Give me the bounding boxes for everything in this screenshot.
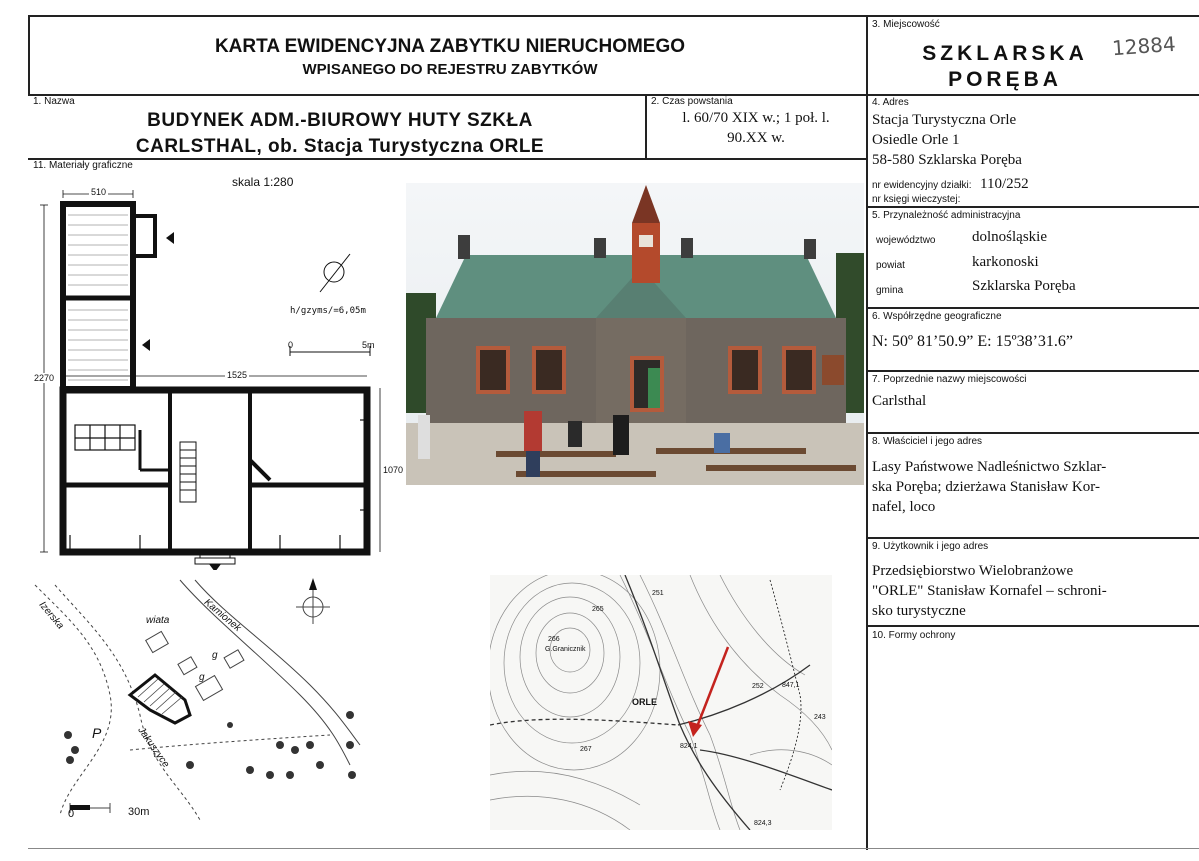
- divider-8-9: [866, 537, 1199, 539]
- field-8-label: 8. Właściciel i jego adres: [872, 436, 983, 447]
- topo-h2: 251: [652, 590, 664, 597]
- plan-height-note: h/gzyms/=6,05m: [290, 306, 366, 316]
- topographic-map: [490, 575, 832, 830]
- object-name-line2: CARLSTHAL, ob. Stacja Turystyczna ORLE: [135, 136, 545, 157]
- previous-names-value: Carlsthal: [872, 393, 927, 409]
- land-register-label: nr księgi wieczystej:: [872, 194, 961, 205]
- owner-line3: nafel, loco: [872, 499, 936, 515]
- owner-line2: ska Poręba; dzierżawa Stanisław Kor-: [872, 479, 1100, 495]
- object-name-line1: BUDYNEK ADM.-BIUROWY HUTY SZKŁA: [147, 110, 533, 131]
- divider-bottom: [28, 848, 1199, 849]
- field-4-label: 4. Adres: [872, 97, 909, 108]
- site-scale-thirty: 30m: [128, 806, 150, 818]
- owner-line1: Lasy Państwowe Nadleśnictwo Szklar-: [872, 459, 1107, 475]
- divider-7-8: [866, 432, 1199, 434]
- topo-h4: 243: [814, 714, 826, 721]
- divider-9-10: [866, 625, 1199, 627]
- field-9-label: 9. Użytkownik i jego adres: [872, 541, 989, 552]
- topo-orle: ORLE: [632, 697, 658, 707]
- divider-6-7: [866, 370, 1199, 372]
- admin-value-county: karkonoski: [972, 254, 1039, 270]
- site-label-izerska: Izerska: [36, 599, 66, 632]
- handwritten-number: 12884: [1111, 31, 1177, 61]
- site-label-wiata: wiata: [146, 615, 170, 626]
- topo-h8: 824,3: [754, 820, 772, 827]
- field-10-label: 10. Formy ochrony: [872, 630, 956, 641]
- site-scale-zero: 0: [68, 808, 75, 820]
- frame-top: [28, 15, 1199, 17]
- creation-time-line1: l. 60/70 XIX w.; 1 poł. l.: [682, 110, 830, 126]
- site-plan-drawing: [30, 575, 370, 830]
- address-line1: Stacja Turystyczna Orle: [872, 112, 1017, 128]
- field-6-label: 6. Współrzędne geograficzne: [872, 311, 1002, 322]
- admin-value-voivodeship: dolnośląskie: [972, 229, 1047, 245]
- parcel-value: 110/252: [980, 176, 1029, 192]
- user-line2: "ORLE" Stanisław Kornafel – schroni-: [872, 583, 1107, 599]
- coordinates-value: N: 50º 81’50.9” E: 15º38’31.6”: [872, 333, 1073, 350]
- plan-dim-left: 2270: [34, 373, 55, 383]
- divider-header-bottom: [28, 94, 868, 96]
- divider-name-time: [645, 94, 647, 160]
- plan-scale-zero: 0: [288, 340, 294, 350]
- field-7-label: 7. Poprzednie nazwy miejscowości: [872, 374, 1027, 385]
- field-11-label: 11. Materiały graficzne: [33, 160, 133, 171]
- divider-4-5: [866, 206, 1199, 208]
- plan-dim-top: 510: [91, 187, 107, 197]
- topo-h6: 824,1: [680, 743, 698, 750]
- site-label-g2: g: [199, 672, 205, 683]
- frame-left: [28, 15, 30, 95]
- field-5-label: 5. Przynależność administracyjna: [872, 210, 1021, 221]
- field-1-label: 1. Nazwa: [33, 96, 75, 107]
- card-title: KARTA EWIDENCYJNA ZABYTKU NIERUCHOMEGO: [214, 36, 686, 57]
- topo-peak-height: 266: [548, 636, 560, 643]
- user-line3: sko turystyczne: [872, 603, 966, 619]
- site-label-parking: P: [92, 725, 102, 741]
- creation-time-line2: 90.XX w.: [727, 130, 785, 146]
- address-line3: 58-580 Szklarska Poręba: [872, 152, 1022, 168]
- locality-line1: SZKLARSKA: [922, 42, 1088, 65]
- plan-dim-right: 1070: [383, 465, 404, 475]
- topo-h5: 267: [580, 746, 592, 753]
- user-line1: Przedsiębiorstwo Wielobranżowe: [872, 563, 1074, 579]
- topo-h1: 265: [592, 606, 604, 613]
- field-2-label: 2. Czas powstania: [651, 96, 733, 107]
- admin-value-commune: Szklarska Poręba: [972, 278, 1076, 294]
- divider-5-6: [866, 307, 1199, 309]
- topo-peak: G.Granicznik: [545, 646, 586, 653]
- site-label-kamionek: Kamionek: [201, 596, 243, 635]
- address-line2: Osiedle Orle 1: [872, 132, 960, 148]
- field-3-label: 3. Miejscowość: [872, 19, 940, 30]
- plan-scale-label: skala 1:280: [232, 175, 294, 189]
- card-subtitle: WPISANEGO DO REJESTRU ZABYTKÓW: [302, 61, 598, 78]
- admin-key-county: powiat: [876, 260, 905, 271]
- topo-h3: 252: [752, 683, 764, 690]
- building-photo: [406, 183, 864, 485]
- site-label-g1: g: [212, 650, 218, 661]
- admin-key-commune: gmina: [876, 285, 904, 296]
- admin-key-voivodeship: województwo: [876, 235, 936, 246]
- topo-h7: 847,1: [782, 682, 800, 689]
- floor-plan-drawing: [30, 180, 410, 570]
- plan-dim-mid: 1525: [227, 370, 248, 380]
- locality-line2: PORĘBA: [948, 68, 1062, 91]
- parcel-label: nr ewidencyjny działki:: [872, 180, 972, 191]
- divider-3-4: [866, 94, 1199, 96]
- plan-scale-five: 5m: [362, 340, 375, 350]
- site-label-jakuszyce: Jakuszyce: [135, 725, 172, 770]
